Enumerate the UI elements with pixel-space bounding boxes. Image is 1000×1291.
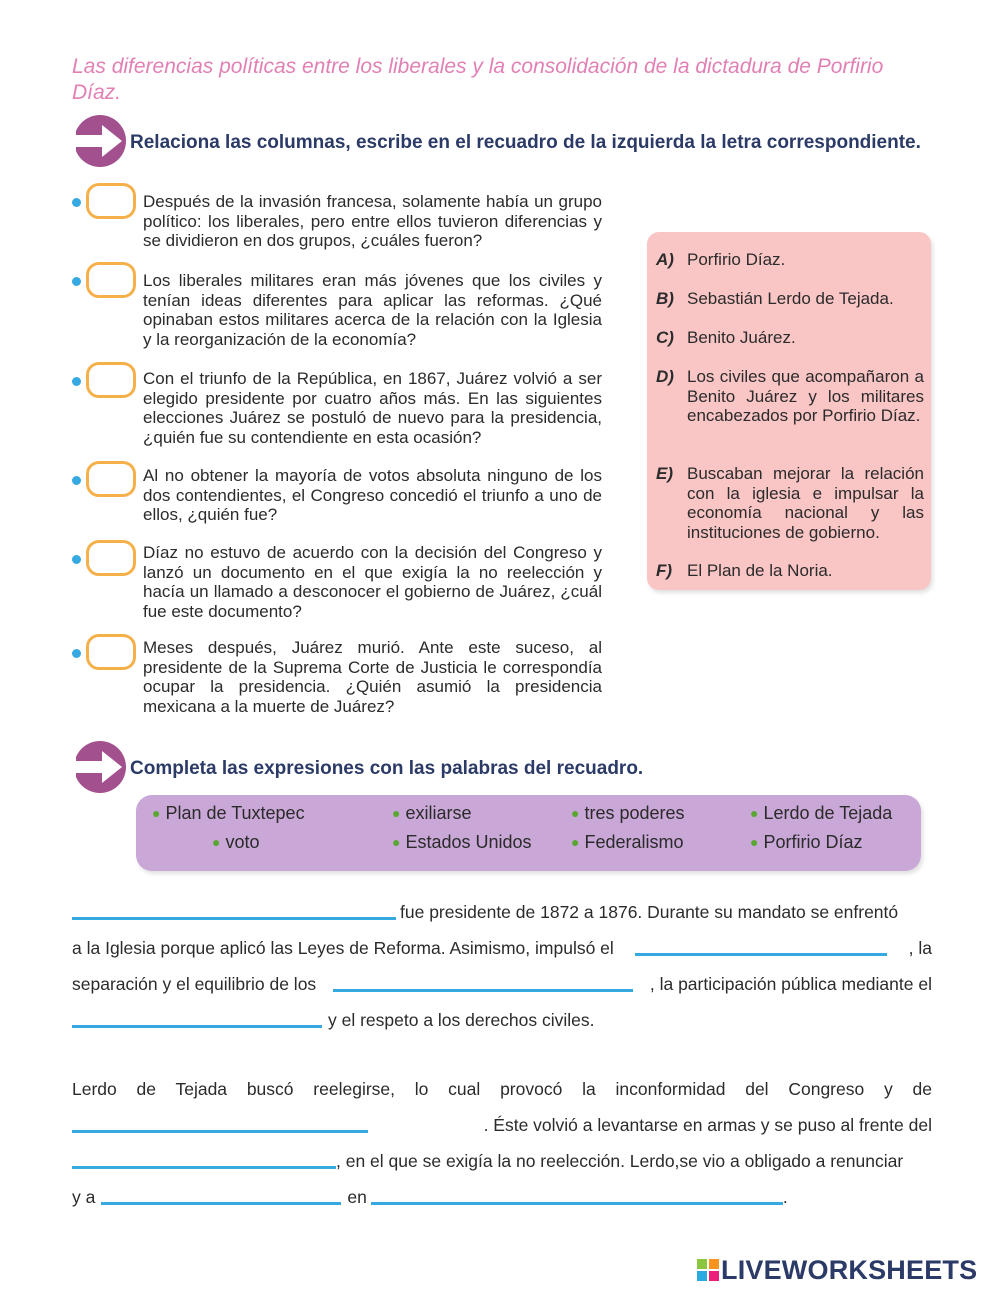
- bullet-icon: ●: [392, 805, 401, 821]
- arrow-right-icon: [72, 113, 128, 169]
- text-segment: , la participación pública mediante el: [649, 974, 932, 994]
- instruction-match-columns: Relaciona las columnas, escribe en el recuadro de la izquierda la letra correspondiente.: [130, 132, 921, 153]
- bullet-icon: ●: [750, 805, 759, 821]
- bullet-icon: ●: [152, 805, 161, 821]
- bullet-icon: ●: [750, 834, 759, 850]
- text-segment: .: [782, 1187, 788, 1207]
- answer-letter: D): [656, 367, 674, 386]
- answer-letter: B): [656, 289, 674, 308]
- question-text: Los liberales militares eran más jóvenes que los civiles y tenían ideas diferentes para aplicar las reformas. ¿Qué opinaban estos militares acerca de la relación con la Iglesia y la reorganización de la economía?: [143, 271, 602, 349]
- question-item: [72, 183, 602, 267]
- text-segment: separación y el equilibrio de los: [72, 974, 317, 994]
- answer-box-2[interactable]: [86, 262, 136, 298]
- answer-box-3[interactable]: [86, 362, 136, 398]
- bullet-dot: [72, 555, 81, 564]
- text-segment: en: [347, 1187, 367, 1207]
- word-bank-item: ● Plan de Tuxtepec: [152, 803, 305, 823]
- bullet-icon: ●: [571, 805, 580, 821]
- blank-7[interactable]: [101, 1202, 341, 1205]
- answer-text: Porfirio Díaz.: [687, 250, 786, 269]
- answer-letter: A): [656, 250, 674, 269]
- bullet-dot: [72, 277, 81, 286]
- answer-text: Los civiles que acompañaron a Benito Juárez y los militares encabezados por Porfirio Díaz.: [687, 367, 924, 425]
- word-bank-item: ● tres poderes: [571, 803, 685, 823]
- question-item: [72, 634, 602, 718]
- blank-1[interactable]: [72, 917, 396, 920]
- blank-6[interactable]: [72, 1166, 336, 1169]
- answer-letter: C): [656, 328, 674, 347]
- answer-letter: E): [656, 464, 673, 483]
- blank-3[interactable]: [333, 989, 633, 992]
- blank-8[interactable]: [371, 1202, 783, 1205]
- text-segment: , en el que se exigía la no reelección. Lerdo,se vio a obligado a renunciar: [336, 1151, 904, 1171]
- liveworksheets-logo-icon: [697, 1259, 719, 1281]
- blank-5[interactable]: [72, 1130, 368, 1133]
- blank-2[interactable]: [635, 953, 887, 956]
- question-item: [72, 461, 602, 545]
- question-item: [72, 540, 602, 624]
- text-segment: y el respeto a los derechos civiles.: [328, 1010, 595, 1030]
- question-text: Díaz no estuvo de acuerdo con la decisión del Congreso y lanzó un documento en el que exigía la no reelección y hacía un llamado a desconocer el gobierno de Juárez, ¿cuál fue este documento?: [143, 543, 602, 621]
- question-text: Después de la invasión francesa, solamente había un grupo político: los liberales, pero entre ellos tuvieron diferencias y se dividieron en dos grupos, ¿cuáles fueron?: [143, 192, 602, 250]
- bullet-icon: ●: [571, 834, 580, 850]
- bullet-dot: [72, 377, 81, 386]
- text-segment: a la Iglesia porque aplicó las Leyes de Reforma. Asimismo, impulsó el: [72, 938, 614, 958]
- blank-4[interactable]: [72, 1025, 322, 1028]
- answer-text: El Plan de la Noria.: [687, 561, 833, 580]
- question-item: [72, 262, 602, 349]
- answer-box-4[interactable]: [86, 461, 136, 497]
- text-segment: fue presidente de 1872 a 1876. Durante su mandato se enfrentó: [400, 902, 899, 922]
- brand-name: LIVEWORKSHEETS: [721, 1255, 978, 1285]
- word-bank-item: ● exiliarse: [392, 803, 472, 823]
- bullet-dot: [72, 476, 81, 485]
- page-title: Las diferencias políticas entre los liberales y la consolidación de la dictadura de Porfirio Díaz.: [72, 55, 884, 104]
- word-bank-item: ● Federalismo: [571, 832, 684, 852]
- bullet-dot: [72, 649, 81, 658]
- word-bank-item: ● Estados Unidos: [392, 832, 532, 852]
- bullet-dot: [72, 198, 81, 207]
- word-bank-item: ● voto: [212, 832, 260, 852]
- word-bank-item: ● Lerdo de Tejada: [750, 803, 893, 823]
- question-text: Meses después, Juárez murió. Ante este suceso, al presidente de la Suprema Corte de Justicia le correspondía ocupar la presidencia. ¿Quién asumió la presidencia mexicana a la muerte de Juárez?: [143, 638, 602, 716]
- answer-box-6[interactable]: [86, 634, 136, 670]
- text-segment: . Éste volvió a levantarse en armas y se puso al frente del: [483, 1115, 932, 1135]
- text-segment: , la: [908, 938, 932, 958]
- text-segment: y a: [72, 1187, 96, 1207]
- answers-panel: [647, 232, 931, 590]
- word-bank: [136, 795, 921, 871]
- word-bank-item: ● Porfirio Díaz: [750, 832, 863, 852]
- answer-box-5[interactable]: [86, 540, 136, 576]
- question-text: Con el triunfo de la República, en 1867, Juárez volvió a ser elegido presidente por cuatro años más. En las siguientes elecciones Juárez se postuló de nuevo para la presidencia, ¿quién fue su contendiente en esta ocasión?: [143, 369, 602, 447]
- bullet-icon: ●: [392, 834, 401, 850]
- liveworksheets-brand: [697, 1255, 993, 1285]
- instruction-complete: Completa las expresiones con las palabras del recuadro.: [130, 758, 644, 779]
- answer-box-1[interactable]: [86, 183, 136, 219]
- text-segment: Lerdo de Tejada buscó reelegirse, lo cual provocó la inconformidad del Congreso y de: [72, 1079, 932, 1099]
- answer-text: Buscaban mejorar la relación con la iglesia e impulsar la economía nacional y las instituciones de gobierno.: [687, 464, 924, 542]
- bullet-icon: ●: [212, 834, 221, 850]
- arrow-right-icon: [72, 739, 128, 795]
- answer-letter: F): [656, 561, 673, 580]
- question-item: [72, 362, 602, 446]
- question-text: Al no obtener la mayoría de votos absoluta ninguno de los dos contendientes, el Congreso concedió el triunfo a uno de ellos, ¿quién fue?: [143, 466, 602, 524]
- answer-text: Sebastián Lerdo de Tejada.: [687, 289, 894, 308]
- answer-text: Benito Juárez.: [687, 328, 796, 347]
